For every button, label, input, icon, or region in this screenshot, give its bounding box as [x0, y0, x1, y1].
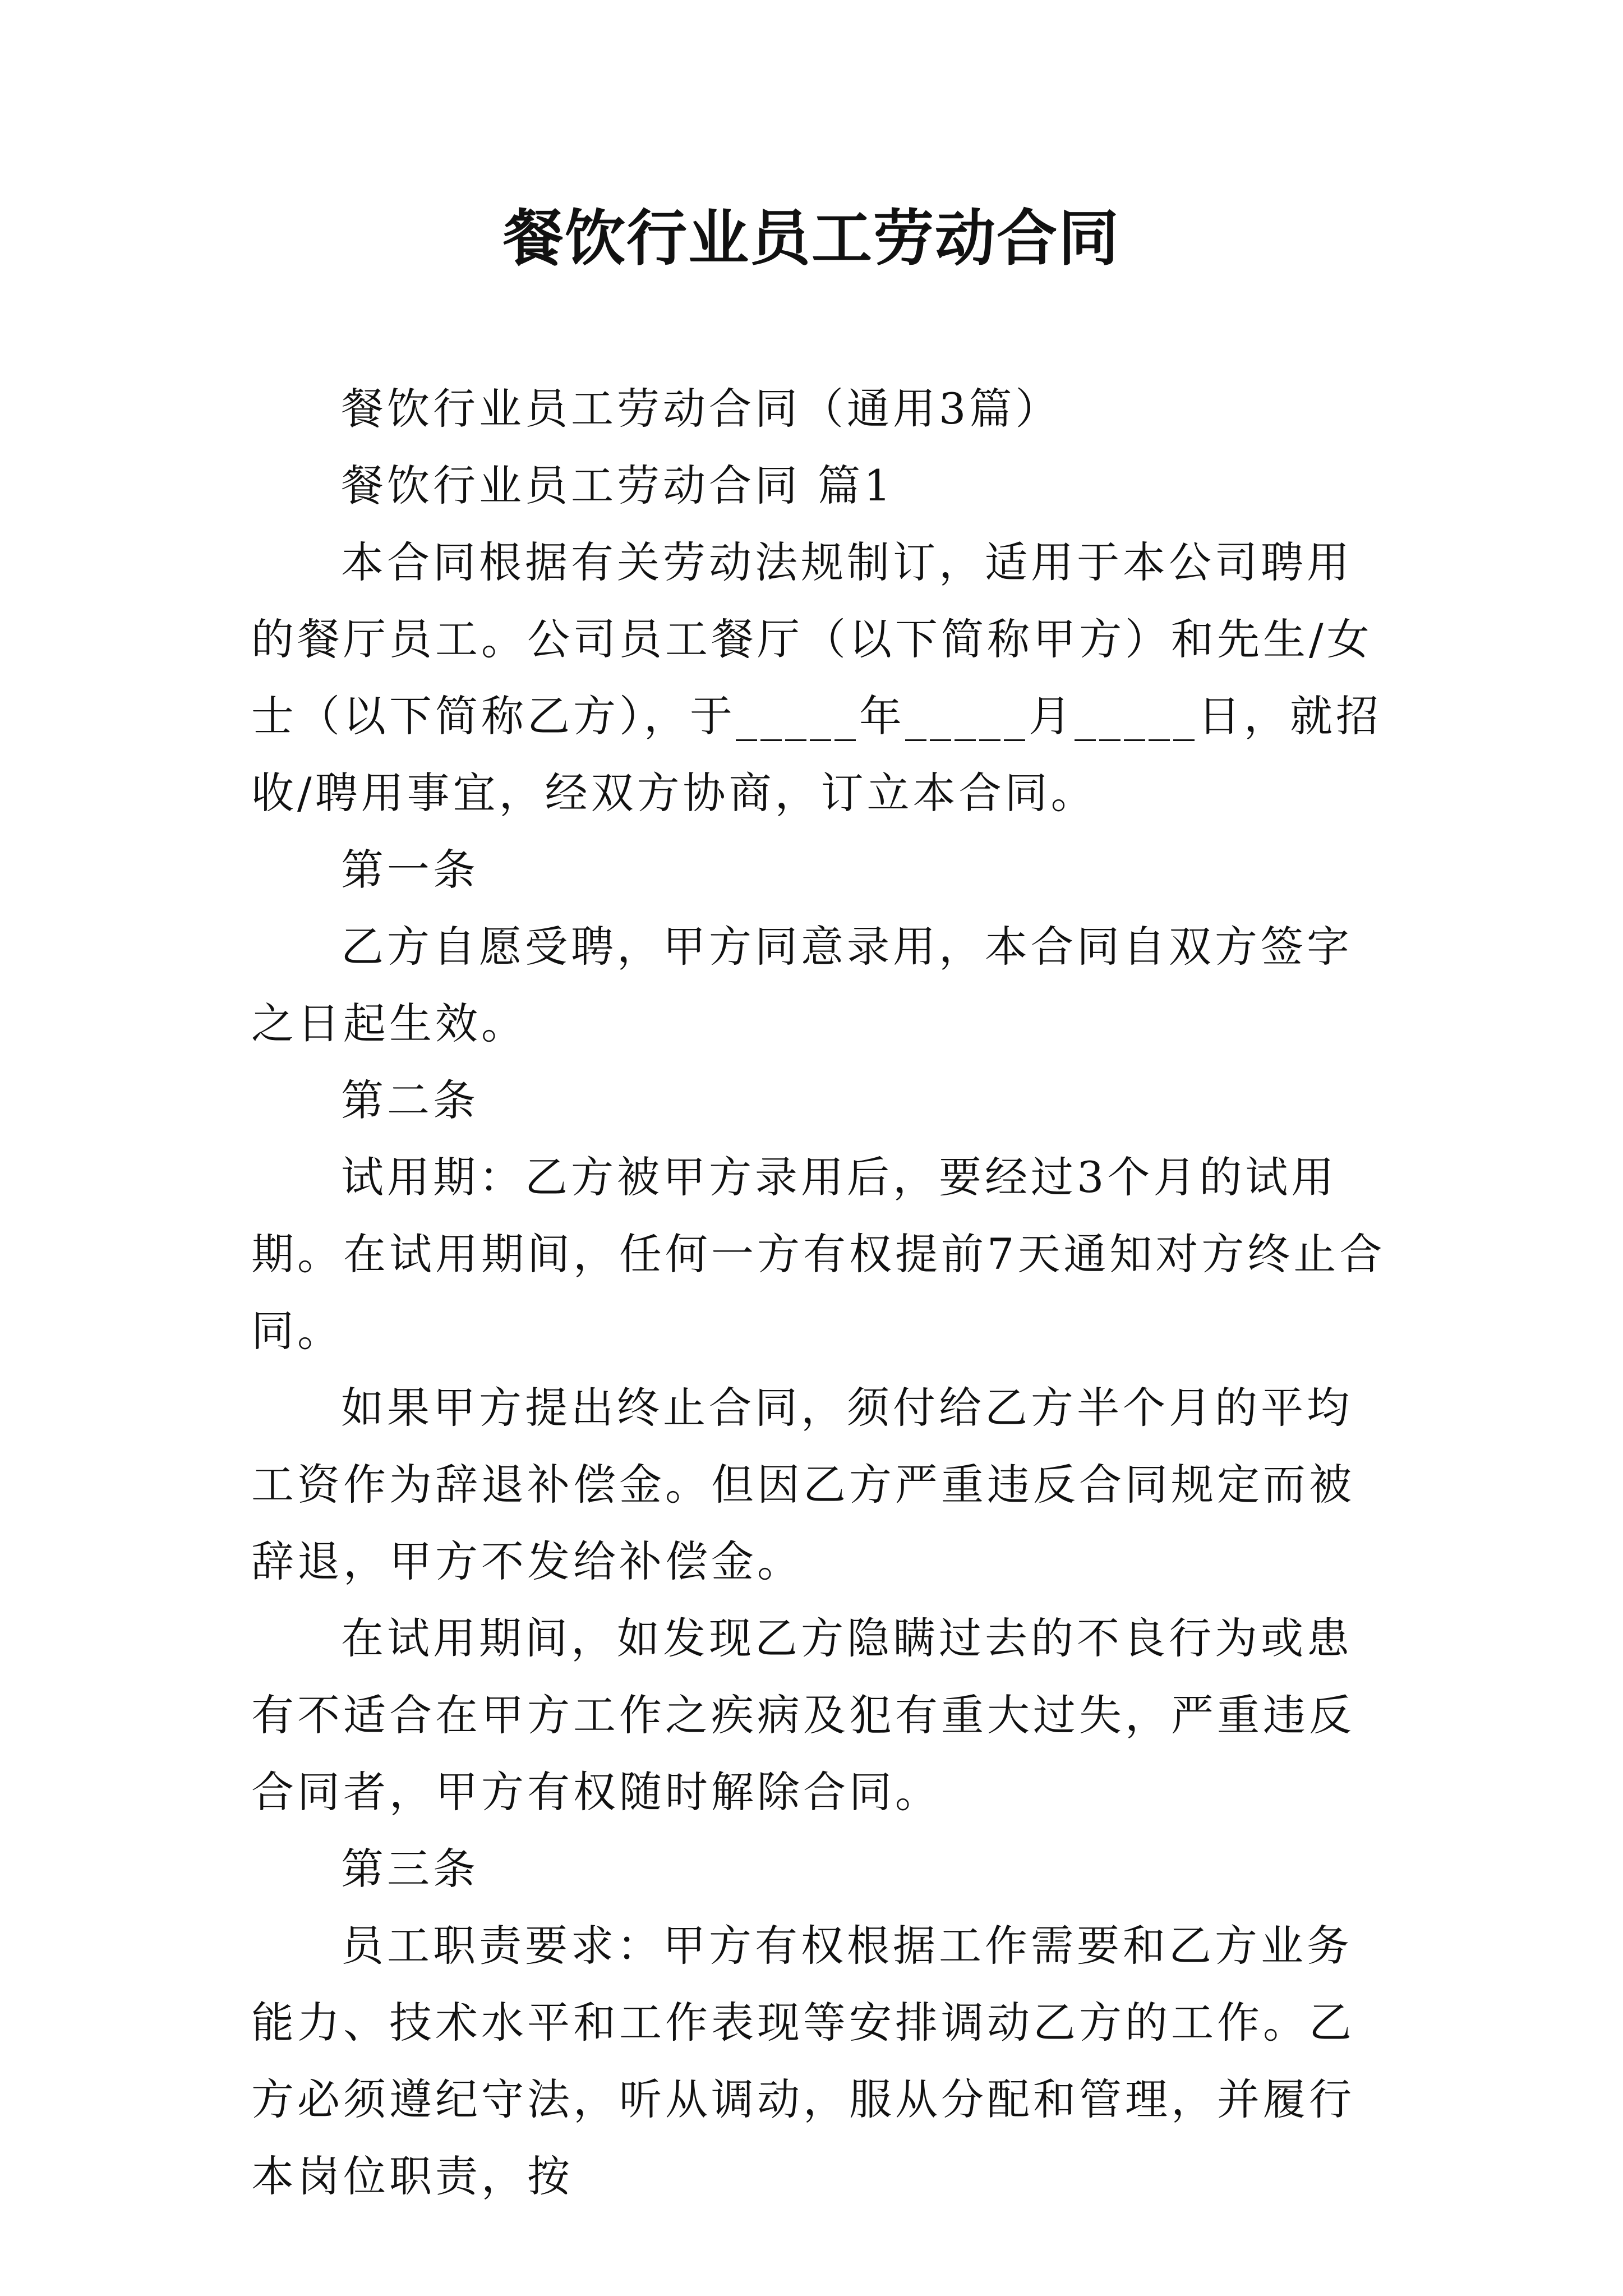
paragraph-preamble: 本合同根据有关劳动法规制订，适用于本公司聘用的餐厅员工。公司员工餐厅（以下简称甲方）和先生/女士（以下简称乙方），于_____年_____月_____日，就招收/聘用事宜，经双方协商，订立本合同。 [251, 537, 1382, 818]
article-2-probation-text: 试用期：乙方被甲方录用后，要经过3个月的试用期。在试用期间，任何一方有权提前7天通知对方终止合同。 [251, 1152, 1386, 1356]
article-heading-1: 第一条 [341, 845, 479, 895]
article-2-dismissal-text: 在试用期间，如发现乙方隐瞒过去的不良行为或患有不适合在甲方工作之疾病及犯有重大过失，严重违反合同者，甲方有权随时解除合同。 [251, 1613, 1355, 1817]
article-3-duties-text: 员工职责要求：甲方有权根据工作需要和乙方业务能力、技术水平和工作表现等安排调动乙方的工作。乙方必须遵纪守法，听从调动，服从分配和管理，并履行本岗位职责，按 [251, 1921, 1355, 2201]
article-heading-3: 第三条 [341, 1844, 479, 1894]
paragraph-subtitle: 餐饮行业员工劳动合同（通用3篇） [341, 384, 1062, 434]
document-title: 餐饮行业员工劳动合同 [502, 203, 1120, 274]
article-2-termination-text: 如果甲方提出终止合同，须付给乙方半个月的平均工资作为辞退补偿金。但因乙方严重违反合同规定而被辞退，甲方不发给补偿金。 [251, 1383, 1355, 1586]
article-heading-2: 第二条 [341, 1075, 479, 1125]
document-body [251, 370, 1395, 2215]
paragraph-section-heading: 餐饮行业员工劳动合同 篇1 [341, 461, 895, 510]
article-1-text: 乙方自愿受聘，甲方同意录用，本合同自双方签字之日起生效。 [251, 922, 1353, 1048]
